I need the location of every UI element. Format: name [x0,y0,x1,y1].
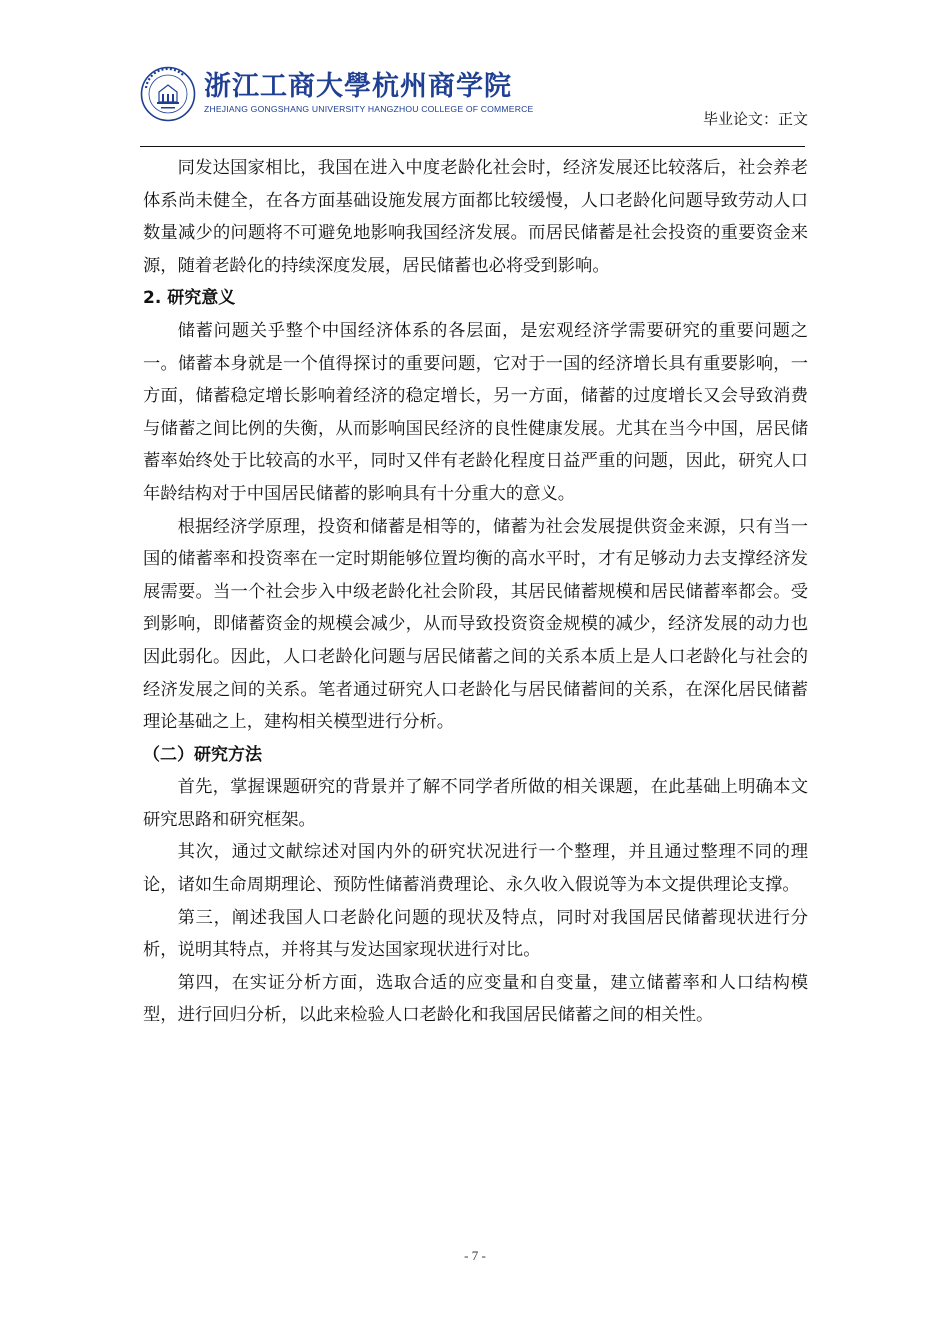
brand-name-en: ZHEJIANG GONGSHANG UNIVERSITY HANGZHOU COLLEGE OF COMMERCE [204,104,534,114]
heading-research-methods: （二）研究方法 [143,744,262,765]
paragraph-method-fourth: 第四，在实证分析方面，选取合适的应变量和自变量，建立储蓄率和人口结构模型，进行回归分析，以此来检验人口老龄化和我国居民储蓄之间的相关性。 [143,972,808,1026]
brand-name-cn: 浙江工商大學杭州商学院 [204,71,512,102]
university-seal-icon [140,66,196,122]
page-number: - 7 - [464,1248,486,1263]
paragraph-background: 同发达国家相比，我国在进入中度老龄化社会时，经济发展还比较落后，社会养老体系尚未健全，在各方面基础设施发展方面都比较缓慢，人口老龄化问题导致劳动人口数量减少的问题将不可避免地影响我国经济发展。而居民储蓄是社会投资的重要资金来源，随着老龄化的持续深度发展，居民储蓄也必将受到影响。 [143,158,808,276]
page-body [143,152,808,1032]
paragraph-method-first: 首先，掌握课题研究的背景并了解不同学者所做的相关课题，在此基础上明确本文研究思路和研究框架。 [143,777,808,830]
document-section-label: 毕业论文：正文 [702,110,808,128]
heading-research-significance: 2. 研究意义 [143,288,236,309]
paragraph-method-third: 第三，阐述我国人口老龄化问题的现状及特点，同时对我国居民储蓄现状进行分析，说明其特点，并将其与发达国家现状进行对比。 [143,907,808,961]
paragraph-method-second: 其次，通过文献综述对国内外的研究状况进行一个整理，并且通过整理不同的理论，诸如生命周期理论、预防性储蓄消费理论、永久收入假说等为本文提供理论支撑。 [143,842,808,896]
paragraph-significance-2: 根据经济学原理，投资和储蓄是相等的，储蓄为社会发展提供资金来源，只有当一国的储蓄率和投资率在一定时期能够位置均衡的高水平时，才有足够动力去支撑经济发展需要。当一个社会步入中级老龄化社会阶段，其居民储蓄规模和居民储蓄率都会。受到影响，即储蓄资金的规模会减少，从而导致投资资金规模的减少，经济发展的动力也因此弱化。因此，人口老龄化问题与居民储蓄之间的关系本质上是人口老龄化与社会的经济发展之间的关系。笔者通过研究人口老龄化与居民储蓄间的关系，在深化居民储蓄理论基础之上，建构相关模型进行分析。 [143,516,808,733]
paragraph-significance-1: 储蓄问题关乎整个中国经济体系的各层面，是宏观经济学需要研究的重要问题之一。储蓄本身就是一个值得探讨的重要问题，它对于一国的经济增长具有重要影响，一方面，储蓄稳定增长影响着经济的稳定增长，另一方面，储蓄的过度增长又会导致消费与储蓄之间比例的失衡，从而影响国民经济的良性健康发展。尤其在当今中国，居民储蓄率始终处于比较高的水平，同时又伴有老龄化程度日益严重的问题，因此，研究人口年龄结构对于中国居民储蓄的影响具有十分重大的意义。 [143,320,808,504]
header-divider [140,146,805,147]
page-header [140,58,830,148]
brand-block [204,72,533,114]
